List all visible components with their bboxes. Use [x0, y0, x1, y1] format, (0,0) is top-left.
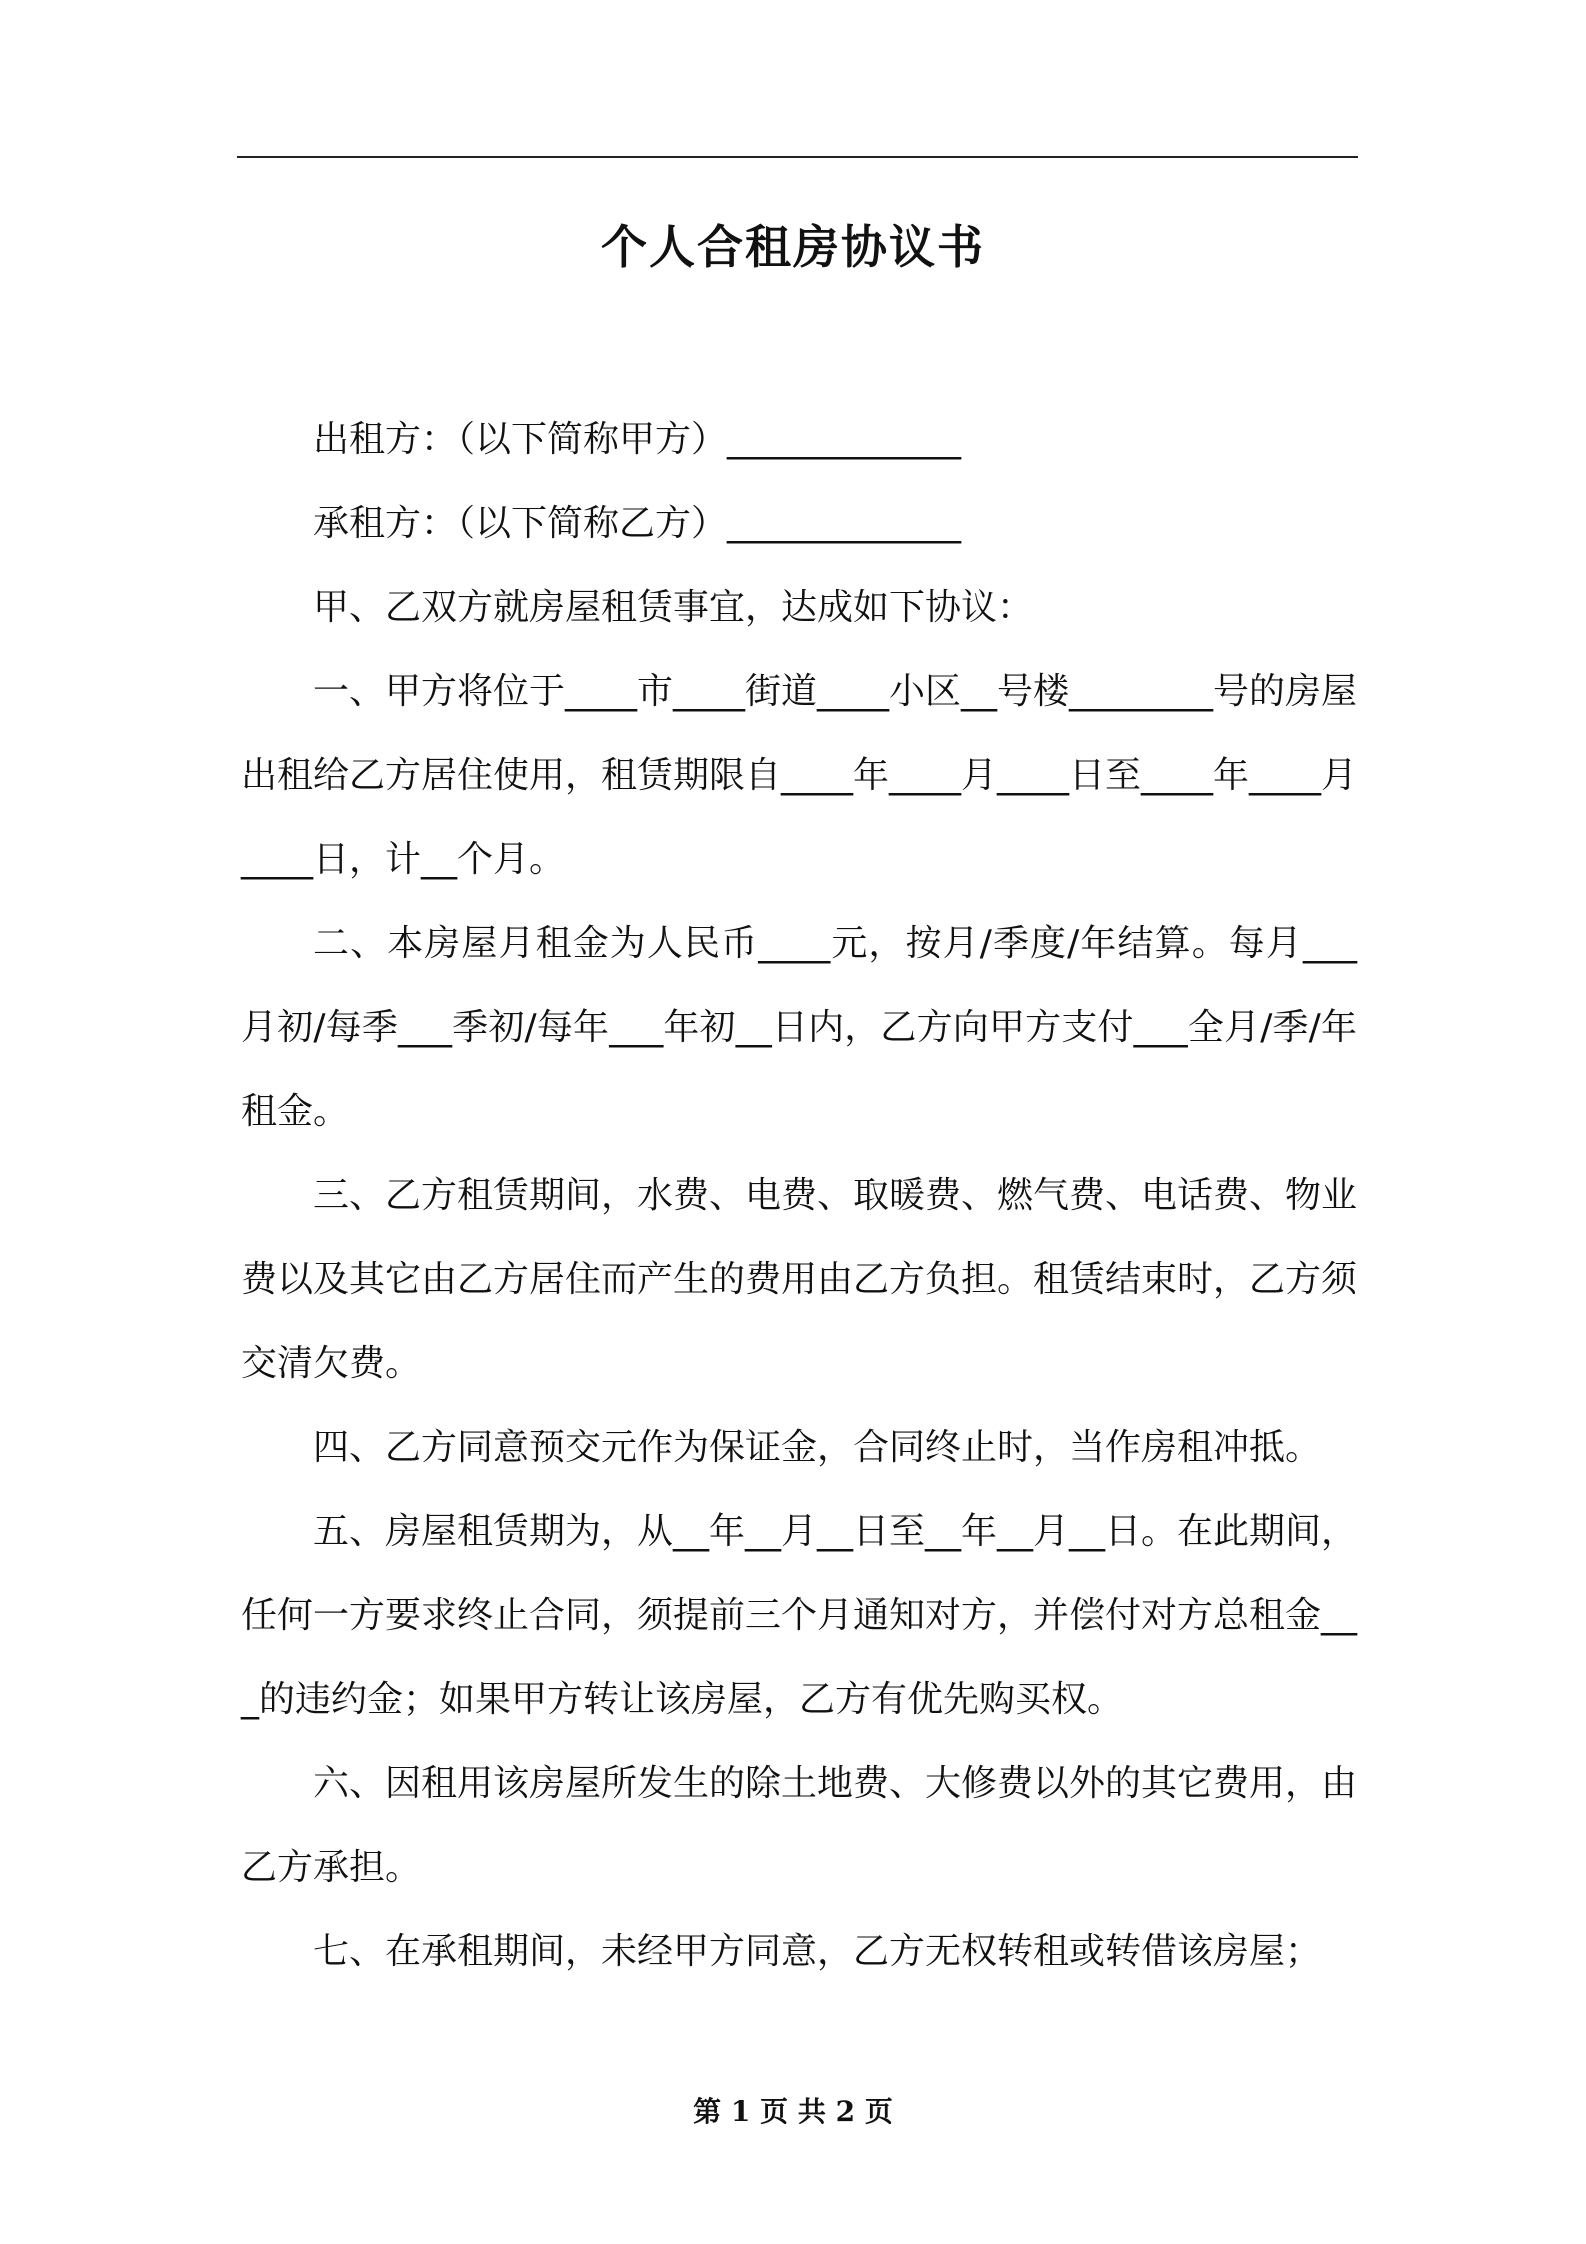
paragraph-clause-3: 三、乙方租赁期间，水费、电费、取暖费、燃气费、电话费、物业费以及其它由乙方居住而产生的费用由乙方负担。租赁结束时，乙方须交清欠费。 [241, 1175, 1358, 1384]
paragraph-clause-5: 五、房屋租赁期为，从__年__月__日至__年__月__日。在此期间，任何一方要求终止合同，须提前三个月通知对方，并偿付对方总租金___的违约金；如果甲方转让该房屋，乙方有优先购买权。 [241, 1511, 1358, 1720]
paragraph-clause-6: 六、因租用该房屋所发生的除土地费、大修费以外的其它费用，由乙方承担。 [241, 1763, 1358, 1888]
paragraph-intro: 甲、乙双方就房屋租赁事宜，达成如下协议： [313, 587, 1034, 628]
document-body [241, 398, 1357, 1994]
page-number-footer: 第 1 页 共 2 页 [693, 2095, 893, 2128]
header-rule [237, 156, 1358, 158]
paragraph-lessor: 出租方：（以下简称甲方）_____________ [313, 419, 962, 460]
paragraph-lessee: 承租方：（以下简称乙方）_____________ [313, 503, 962, 544]
paragraph-clause-7: 七、在承租期间，未经甲方同意，乙方无权转租或转借该房屋； [313, 1931, 1322, 1972]
paragraph-clause-4: 四、乙方同意预交元作为保证金，合同终止时，当作房租冲抵。 [313, 1427, 1322, 1468]
document-title: 个人合租房协议书 [601, 220, 985, 274]
paragraph-clause-2: 二、本房屋月租金为人民币____元，按月/季度/年结算。每月___月初/每季___季初/每年___年初__日内，乙方向甲方支付___全月/季/年租金。 [241, 923, 1357, 1132]
paragraph-clause-1: 一、甲方将位于____市____街道____小区__号楼________号的房屋出租给乙方居住使用，租赁期限自____年____月____日至____年____月____日，计__个月。 [241, 671, 1358, 880]
